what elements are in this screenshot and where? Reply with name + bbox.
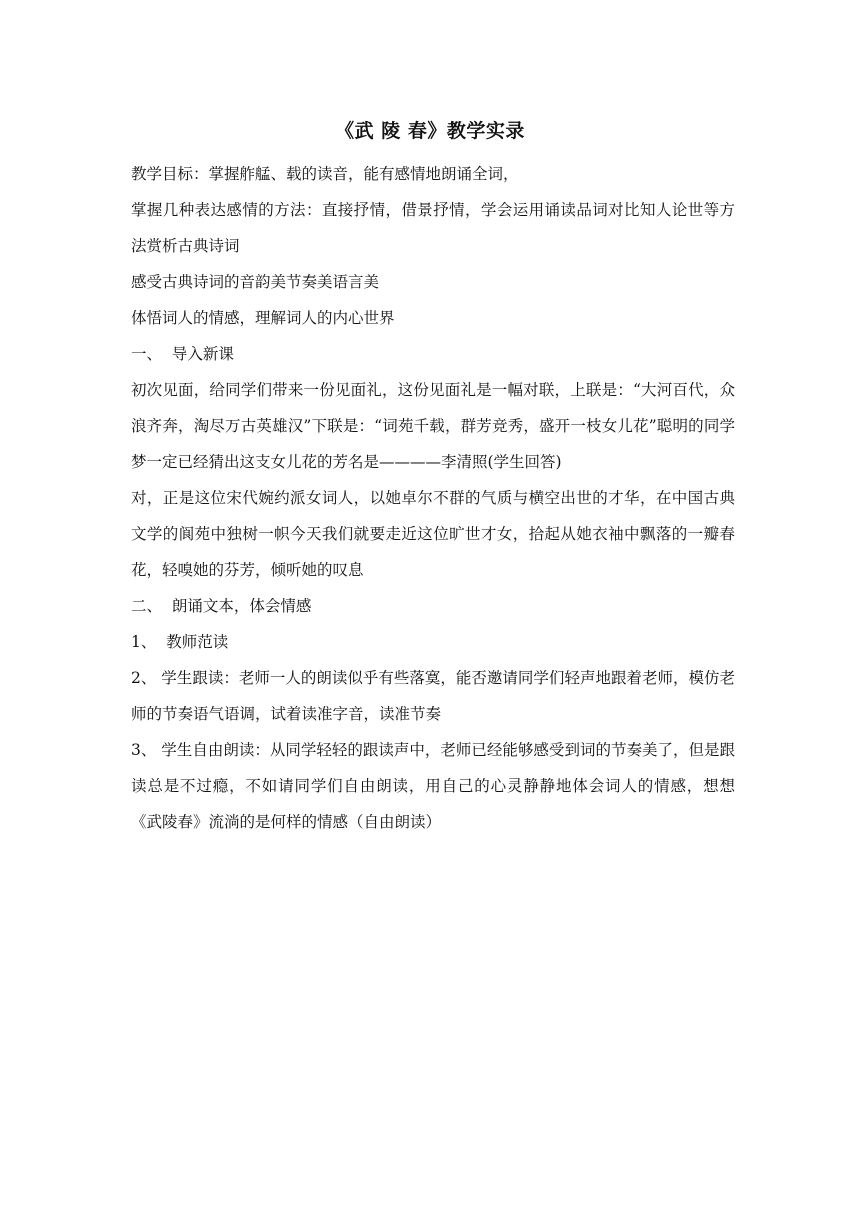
paragraph-teaching-goal: 教学目标：掌握舴艋、载的读音，能有感情地朗诵全词， [131, 165, 519, 183]
list-item-follow-reading: 2、 学生跟读：老师一人的朗读似乎有些落寞，能否邀请同学们轻声地跟着老师，模仿老师的节奏语气语调，试着读准字音，读准节奏 [131, 669, 735, 723]
paragraph-intro: 初次见面，给同学们带来一份见面礼，这份见面礼是一幅对联，上联是：“大河百代，众浪齐奔，淘尽万古英雄汉”下联是：“词苑千载，群芳竞秀，盛开一枝女儿花”聪明的同学梦一定已经猜出这支女儿花的芳名是————李清照(学生回答) [131, 381, 735, 471]
document-body [131, 156, 735, 840]
paragraph-emotion: 体悟词人的情感，理解词人的内心世界 [131, 309, 395, 327]
list-item-teacher-reading: 1、 教师范读 [131, 633, 229, 651]
list-item-free-reading: 3、 学生自由朗读：从同学轻轻的跟读声中，老师已经能够感受到词的节奏美了，但是跟读总是不过瘾，不如请同学们自由朗读，用自己的心灵静静地体会词人的情感，想想《武陵春》流淌的是何样的情感（自由朗读） [131, 741, 735, 831]
section-heading-recite: 二、 朗诵文本，体会情感 [131, 597, 312, 615]
paragraph-beauty: 感受古典诗词的音韵美节奏美语言美 [131, 273, 380, 291]
paragraph-methods: 掌握几种表达感情的方法：直接抒情，借景抒情，学会运用诵读品词对比知人论世等方法赏析古典诗词 [131, 201, 735, 255]
paragraph-poet: 对，正是这位宋代婉约派女词人，以她卓尔不群的气质与横空出世的才华，在中国古典文学的阆苑中独树一帜今天我们就要走近这位旷世才女，拾起从她衣袖中飘落的一瓣春花，轻嗅她的芬芳，倾听她的叹息 [131, 489, 735, 579]
document-title: 《武 陵 春》教学实录 [335, 120, 525, 142]
section-heading-intro: 一、 导入新课 [131, 345, 234, 363]
